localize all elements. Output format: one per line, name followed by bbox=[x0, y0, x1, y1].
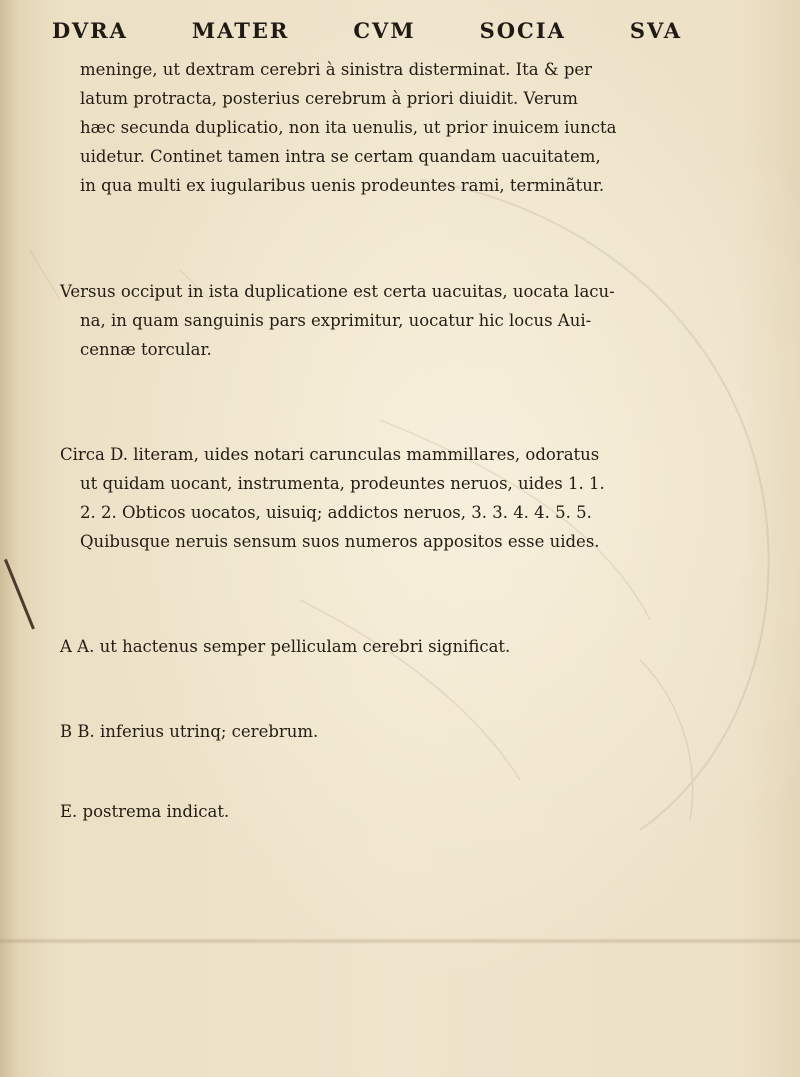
text-line: Circa D. literam, uides notari carunculas mammillares, odoratus bbox=[60, 445, 600, 464]
header-word: SVA bbox=[629, 18, 682, 43]
margin-ink-mark bbox=[4, 559, 35, 630]
text-line: cennæ torcular. bbox=[80, 340, 212, 359]
header-word: SOCIA bbox=[479, 18, 566, 43]
header-word: MATER bbox=[191, 18, 290, 43]
header-word: CVM bbox=[353, 18, 416, 43]
text-line: hæc secunda duplicatio, non ita uenulis, ut prior inuicem iuncta bbox=[80, 118, 617, 137]
caption-bb: B B. inferius utrinq; cerebrum. bbox=[60, 722, 319, 741]
text-line: ut quidam uocant, instrumenta, prodeuntes neruos, uides 1. 1. bbox=[80, 474, 605, 493]
page-fold bbox=[0, 938, 800, 944]
text-line: latum protracta, posterius cerebrum à priori diuidit. Verum bbox=[80, 89, 578, 108]
running-header bbox=[52, 18, 682, 43]
text-line: Quibusque neruis sensum suos numeros appositos esse uides. bbox=[80, 532, 600, 551]
text-line: meninge, ut dextram cerebri à sinistra disterminat. Ita & per bbox=[80, 60, 593, 79]
caption-e: E. postrema indicat. bbox=[60, 802, 230, 821]
text-line: 2. 2. Obticos uocatos, uisuiq; addictos neruos, 3. 3. 4. 4. 5. 5. bbox=[80, 503, 592, 522]
caption-aa: A A. ut hactenus semper pelliculam cerebri significat. bbox=[60, 637, 511, 656]
text-line: uidetur. Continet tamen intra se certam quandam uacuitatem, bbox=[80, 147, 601, 166]
header-word: DVRA bbox=[52, 18, 128, 43]
text-line: Versus occiput in ista duplicatione est certa uacuitas, uocata lacu- bbox=[60, 282, 615, 301]
text-line: in qua multi ex iugularibus uenis prodeuntes rami, terminãtur. bbox=[80, 176, 605, 195]
text-line: na, in quam sanguinis pars exprimitur, uocatur hic locus Aui- bbox=[80, 311, 592, 330]
